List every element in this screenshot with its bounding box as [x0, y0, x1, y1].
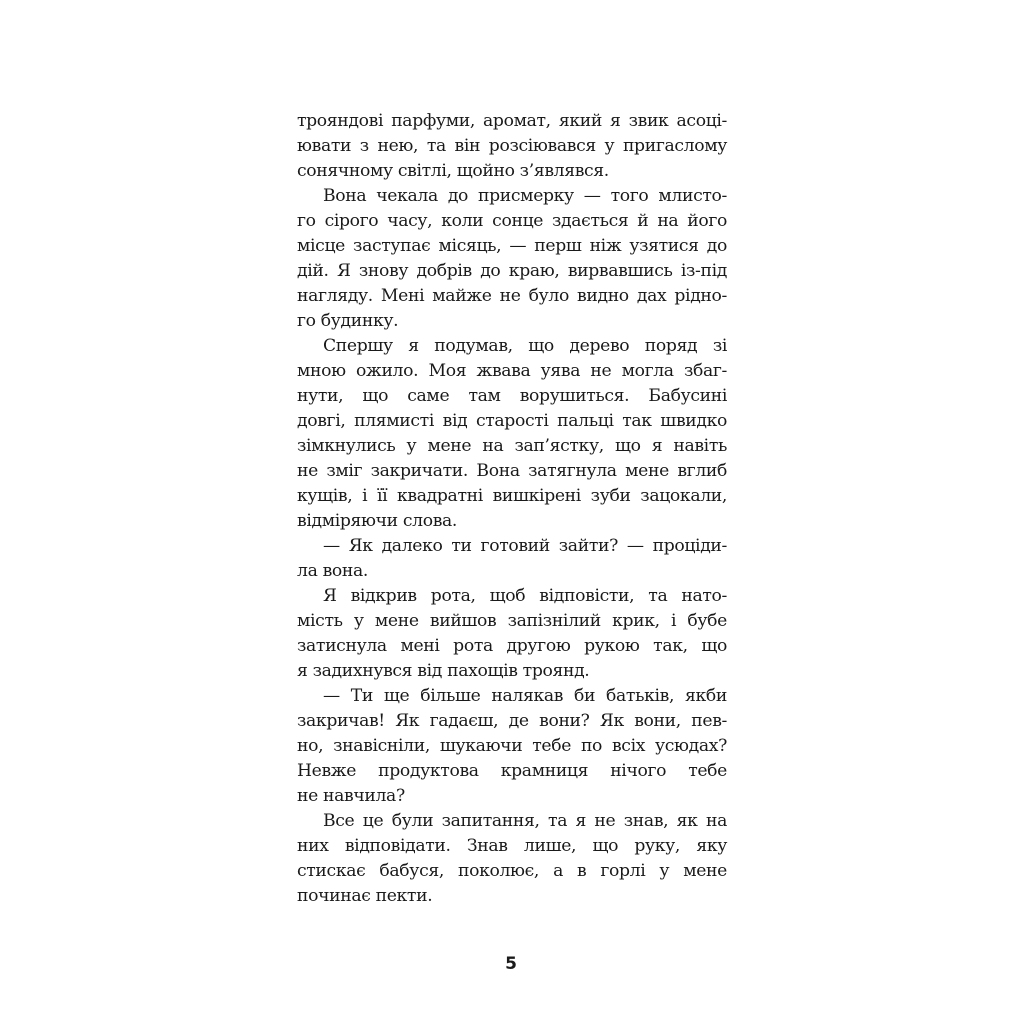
text-line: стискає бабуся, поколює, а в горлі у мене [297, 861, 727, 881]
page-number: 5 [505, 954, 517, 974]
text-line: затиснула мені рота другою рукою так, що [297, 636, 727, 656]
paragraph-first-line: — Як далеко ти готовий зайти? — проціди- [323, 536, 727, 556]
text-line: Невже продуктова крамниця нічого тебе [297, 761, 727, 781]
text-line: дій. Я знову добрів до краю, вирвавшись із-під [297, 261, 727, 281]
text-line: відміряючи слова. [297, 511, 458, 531]
paragraph-first-line: Вона чекала до присмерку — того млисто- [323, 186, 727, 206]
text-line: но, знавісніли, шукаючи тебе по всіх усюдах? [297, 736, 727, 756]
paragraph-first-line: Все це були запитання, та я не знав, як на [323, 811, 727, 831]
text-line: довгі, плямисті від старості пальці так швидко [297, 411, 727, 431]
text-line: го сірого часу, коли сонце здається й на його [297, 211, 727, 231]
text-line: не зміг закричати. Вона затягнула мене вглиб [297, 461, 727, 481]
text-line: зімкнулись у мене на зап’ястку, що я навіть [297, 436, 727, 456]
text-line: місце заступає місяць, — перш ніж узятися до [297, 236, 727, 256]
text-line: закричав! Як гадаєш, де вони? Як вони, пев- [297, 711, 727, 731]
paragraph-first-line: Я відкрив рота, щоб відповісти, та нато- [323, 586, 727, 606]
text-line: не навчила? [297, 786, 405, 806]
text-line: них відповідати. Знав лише, що руку, яку [297, 836, 727, 856]
text-line: сонячному світлі, щойно з’являвся. [297, 161, 609, 181]
text-line: мною ожило. Моя жвава уява не могла збаг- [297, 361, 727, 381]
paragraph-first-line: Спершу я подумав, що дерево поряд зі [323, 336, 727, 356]
text-line: кущів, і її квадратні вишкірені зуби зацокали, [297, 486, 727, 506]
text-line: ла вона. [297, 561, 369, 581]
text-line: нагляду. Мені майже не було видно дах рідно- [297, 286, 727, 306]
text-line: го будинку. [297, 311, 399, 331]
text-line: я задихнувся від пахощів троянд. [297, 661, 590, 681]
text-line: починає пекти. [297, 886, 433, 906]
text-line: ювати з нею, та він розсіювався у пригаслому [297, 136, 727, 156]
paragraph-first-line: — Ти ще більше налякав би батьків, якби [323, 686, 727, 706]
text-line: трояндові парфуми, аромат, який я звик асоці- [297, 111, 727, 131]
text-line: нути, що саме там ворушиться. Бабусині [297, 386, 727, 406]
text-line: мість у мене вийшов запізнілий крик, і бубе [297, 611, 727, 631]
body-text [297, 109, 727, 909]
